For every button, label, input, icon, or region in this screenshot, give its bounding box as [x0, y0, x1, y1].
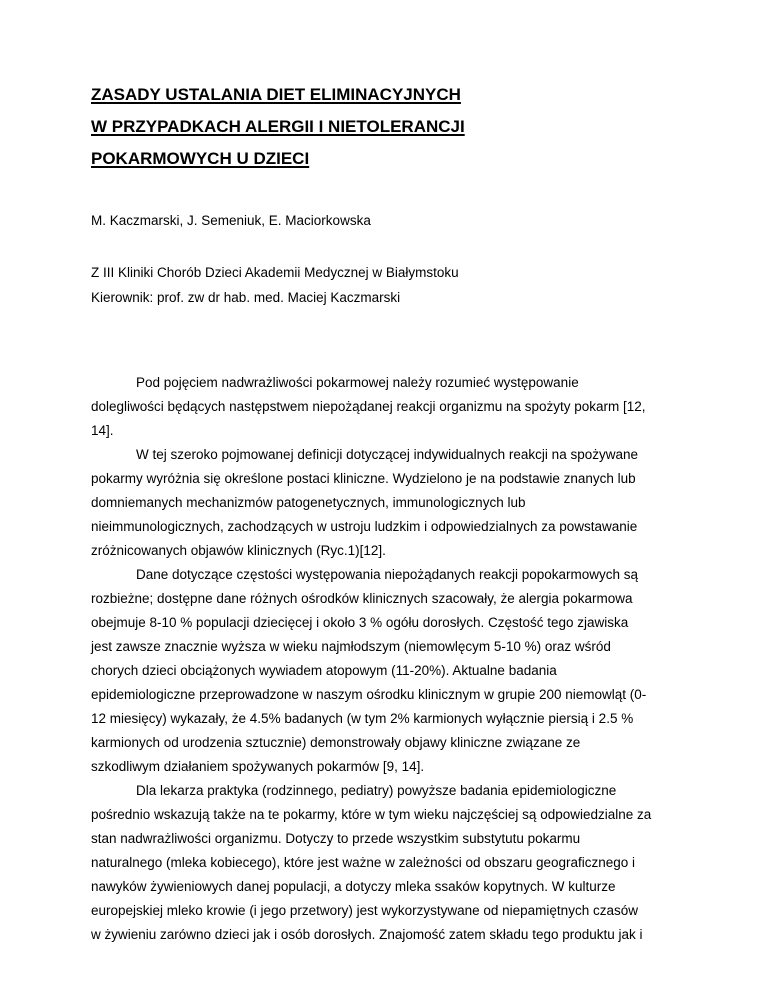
paragraph-line: chorych dzieci obciążonych wywiadem atopowym (11-20%). Aktualne badania	[91, 663, 557, 678]
paragraph-line: obejmuje 8-10 % populacji dziecięcej i około 3 % ogółu dorosłych. Częstość tego zjawiska	[91, 615, 629, 630]
paragraph-line: 12 miesięcy) wykazały, że 4.5% badanych (w tym 2% karmionych wyłącznie piersią i 2.5 %	[91, 711, 634, 726]
paragraph-line: stan nadwrażliwości organizmu. Dotyczy to przede wszystkim substytutu pokarmu	[91, 831, 581, 846]
paragraph-line: Dla lekarza praktyka (rodzinnego, pediatry) powyższe badania epidemiologiczne	[136, 783, 617, 798]
paragraph-line: dolegliwości będących następstwem niepożądanej reakcji organizmu na spożyty pokarm [12,	[91, 399, 646, 414]
affiliation-clinic: Z III Kliniki Chorób Dzieci Akademii Medycznej w Białymstoku	[91, 265, 459, 280]
paragraph-line: epidemiologiczne przeprowadzone w naszym ośrodku klinicznym w grupie 200 niemowląt (0-	[91, 687, 647, 702]
paragraph-line: europejskiej mleko krowie (i jego przetwory) jest wykorzystywane od niepamiętnych czasów	[91, 903, 638, 918]
paragraph-line: pokarmy wyróżnia się określone postaci kliniczne. Wydzielono je na podstawie znanych lub	[91, 471, 636, 486]
paragraph-line: rozbieżne; dostępne dane różnych ośrodków klinicznych szacowały, że alergia pokarmowa	[91, 591, 633, 606]
body-text	[91, 371, 683, 947]
paragraph-line: pośrednio wskazują także na te pokarmy, które w tym wieku najczęściej są odpowiedzialne za	[91, 807, 652, 822]
paragraph-line: jest zawsze znacznie wyższa w wieku najmłodszym (niemowlęcym 5-10 %) oraz wśród	[91, 639, 611, 654]
title-line: W PRZYPADKACH ALERGII I NIETOLERANCJI	[91, 117, 465, 136]
title-line: POKARMOWYCH U DZIECI	[91, 149, 310, 168]
paragraph-line: 14].	[91, 423, 114, 438]
paragraph-line: nawyków żywieniowych danej populacji, a dotyczy mleka ssaków kopytnych. W kulturze	[91, 879, 616, 894]
authors: M. Kaczmarski, J. Semeniuk, E. Maciorkowska	[91, 213, 371, 228]
paragraph-line: domniemanych mechanizmów patogenetycznych, immunologicznych lub	[91, 495, 526, 510]
document-title	[91, 79, 691, 175]
title-line: ZASADY USTALANIA DIET ELIMINACYJNYCH	[91, 85, 461, 104]
affiliation	[91, 260, 459, 310]
paragraph-line: nieimmunologicznych, zachodzących w ustroju ludzkim i odpowiedzialnych za powstawanie	[91, 519, 638, 534]
paragraph-line: karmionych od urodzenia sztucznie) demonstrowały objawy kliniczne związane ze	[91, 735, 581, 750]
paragraph-line: w żywieniu zarówno dzieci jak i osób dorosłych. Znajomość zatem składu tego produktu jak i	[91, 927, 643, 942]
paragraph-line: naturalnego (mleka kobiecego), które jest ważne w zależności od obszaru geograficznego i	[91, 855, 636, 870]
paragraph-line: zróżnicowanych objawów klinicznych (Ryc.1)[12].	[91, 543, 386, 558]
paragraph-line: W tej szeroko pojmowanej definicji dotyczącej indywidualnych reakcji na spożywane	[136, 447, 638, 462]
paragraph-line: Dane dotyczące częstości występowania niepożądanych reakcji popokarmowych są	[136, 567, 639, 582]
affiliation-head: Kierownik: prof. zw dr hab. med. Maciej Kaczmarski	[91, 290, 401, 305]
paragraph-line: Pod pojęciem nadwrażliwości pokarmowej należy rozumieć występowanie	[136, 375, 579, 390]
paragraph-line: szkodliwym działaniem spożywanych pokarmów [9, 14].	[91, 759, 425, 774]
